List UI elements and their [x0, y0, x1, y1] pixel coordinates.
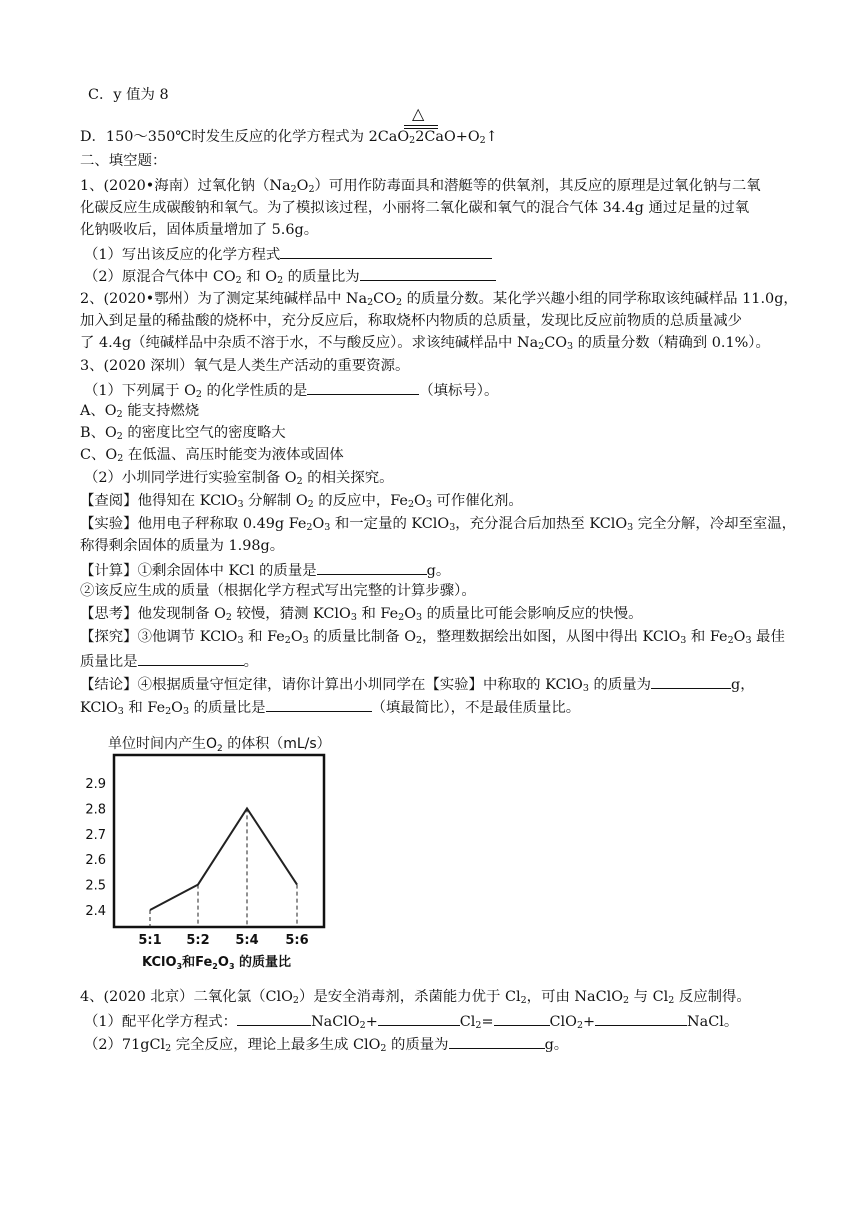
answer-blank[interactable]	[317, 559, 427, 575]
text: （2）原混合气体中 CO	[84, 269, 236, 285]
text: 【计算】①剩余固体中 KCl 的质量是	[80, 563, 317, 579]
subscript: 3	[324, 522, 331, 533]
text: 了 4.4g（纯碱样品中杂质不溶于水，不与酸反应）。求该纯碱样品中 Na	[80, 335, 539, 351]
subscript: 2	[359, 1020, 366, 1031]
text: C、O	[80, 447, 118, 463]
option-d-text-mid: 2CaO+O	[415, 129, 480, 145]
text: 反应制得。	[674, 989, 751, 1005]
subscript: 2	[165, 706, 172, 717]
q3-part2	[84, 468, 394, 488]
text: 1、(2020•海南）过氧化钠（Na	[80, 178, 291, 194]
subscript: 2	[116, 409, 123, 420]
subscript: 2	[668, 995, 675, 1006]
answer-blank[interactable]	[378, 1010, 460, 1026]
subscript: 2	[117, 453, 124, 464]
q3-consult	[80, 491, 523, 511]
text: 的质量为	[386, 1037, 449, 1053]
plot-frame	[114, 755, 324, 927]
text: CO	[373, 291, 396, 307]
text: 的反应中，Fe	[313, 493, 408, 509]
text: 分解制 O	[243, 493, 308, 509]
q3-part1	[84, 379, 498, 401]
o2-rate-chart	[78, 730, 348, 975]
q2-line1	[80, 289, 798, 309]
text: 。	[243, 654, 258, 670]
q1-line1	[80, 176, 761, 196]
q3-conclusion	[80, 673, 755, 695]
text: O	[312, 516, 325, 532]
y-tick-label: 2.8	[85, 802, 106, 818]
q1-part1	[84, 243, 492, 265]
subscript: 2	[116, 431, 123, 442]
text: 可作催化剂。	[431, 493, 523, 509]
text: O	[414, 493, 426, 509]
subscript: 2	[479, 135, 486, 146]
text: （填最简比），不是最佳质量比。	[371, 700, 581, 716]
subscript: 2	[395, 297, 403, 308]
text: 【思考】他发现制备 O	[80, 606, 226, 622]
text: 的质量比为	[283, 269, 360, 285]
q3-think	[80, 604, 642, 624]
subscript: 2	[409, 135, 416, 146]
answer-blank[interactable]	[595, 1010, 687, 1026]
subscript: 2	[520, 995, 527, 1006]
answer-blank[interactable]	[449, 1033, 545, 1049]
text: g。	[544, 1037, 569, 1053]
subscript: 3	[680, 635, 687, 646]
y-tick-label: 2.5	[85, 878, 106, 894]
text: 和 Fe	[243, 629, 285, 645]
x-tick-label: 5:1	[138, 933, 162, 948]
subscript: 2	[165, 1043, 172, 1054]
subscript: 3	[745, 635, 752, 646]
y-tick-labels	[85, 777, 106, 919]
x-tick-label: 5:4	[235, 933, 259, 948]
text: 较慢，猜测 KClO	[231, 606, 351, 622]
text: 的相关探究。	[302, 470, 394, 486]
answer-blank[interactable]	[266, 696, 372, 712]
text: 最佳	[751, 629, 785, 645]
option-c: C．y 值为 8	[88, 87, 169, 103]
subscript: 2	[623, 995, 630, 1006]
answer-blank[interactable]	[494, 1010, 550, 1026]
text: 和 Fe	[686, 629, 728, 645]
q3-option-b	[80, 423, 286, 443]
text: 的质量分数。某化学兴趣小组的同学称取该纯碱样品 11.0g，	[402, 291, 798, 307]
text: =	[481, 1014, 494, 1030]
text: 和 O	[241, 269, 278, 285]
answer-blank[interactable]	[360, 265, 496, 281]
answer-blank[interactable]	[237, 1010, 311, 1026]
subscript: 3	[567, 341, 574, 352]
subscript: 2	[416, 635, 423, 646]
heat-symbol: △	[412, 104, 425, 123]
section-title-fill-blank: 二、填空题：	[80, 153, 167, 169]
subscript: 3	[582, 683, 589, 694]
text: ，可由 NaClO	[526, 989, 624, 1005]
text: NaClO	[311, 1014, 360, 1030]
q4-part1	[84, 1010, 738, 1032]
drop-lines	[150, 808, 297, 927]
q2-line3	[80, 333, 770, 353]
subscript: 2	[576, 1020, 583, 1031]
text: B、O	[80, 425, 117, 441]
text: CO	[544, 335, 568, 351]
text: 在低温、高压时能变为液体或固体	[123, 447, 344, 463]
text: 能支持燃烧	[122, 403, 200, 419]
text: 和 Fe	[123, 700, 166, 716]
subscript: 2	[308, 184, 315, 195]
text: 【查阅】他得知在 KClO	[80, 493, 238, 509]
text: O	[733, 629, 746, 645]
text: O	[171, 700, 183, 716]
subscript: 2	[306, 522, 313, 533]
text: 【探究】③他调节 KClO	[80, 629, 238, 645]
q3-conclusion-cont	[80, 696, 580, 718]
subscript: 2	[367, 297, 374, 308]
y-tick-label: 2.7	[85, 827, 106, 843]
text: 的密度比空气的密度略大	[122, 425, 286, 441]
q4-part2	[84, 1033, 568, 1055]
q3-option-a	[80, 401, 199, 421]
q3-calc2: ②该反应生成的质量（根据化学方程式写出完整的计算步骤）。	[80, 583, 476, 599]
text: g，	[731, 677, 755, 693]
text: 的质量为	[588, 677, 652, 693]
subscript: 2	[235, 275, 242, 286]
text: ，整理数据绘出如图，从图中得出 KClO	[422, 629, 681, 645]
q4-line1	[80, 987, 751, 1007]
text: 2、(2020•鄂州）为了测定某纯碱样品中 Na	[80, 291, 368, 307]
subscript: 2	[277, 275, 284, 286]
subscript: 2	[296, 476, 303, 487]
subscript: 3	[425, 499, 432, 510]
subscript: 3	[350, 612, 357, 623]
text: 的质量比可能会影响反应的快慢。	[422, 606, 643, 622]
q1-part2	[84, 265, 496, 287]
q3-experiment-cont: 称得剩余固体的质量为 1.98g。	[80, 538, 285, 554]
text: 和 Fe	[356, 606, 399, 622]
q1-line3: 化钠吸收后，固体质量增加了 5.6g。	[80, 222, 319, 238]
answer-blank[interactable]	[651, 673, 731, 689]
text: 完全分解，冷却至室温，	[633, 516, 797, 532]
option-d-text: D．150～350℃时发生反应的化学方程式为 2CaO	[80, 129, 410, 145]
subscript: 2	[284, 635, 291, 646]
subscript: 3	[302, 635, 309, 646]
text: 的质量比制备 O	[308, 629, 416, 645]
subscript: 2	[538, 341, 545, 352]
text: （2）71gCl	[84, 1037, 166, 1053]
text: （填标号）。	[419, 383, 499, 399]
text: O	[404, 606, 416, 622]
text: （2）小圳同学进行实验室制备 O	[84, 470, 297, 486]
text: Cl	[459, 1014, 476, 1030]
x-tick-label: 5:6	[285, 933, 309, 948]
text: （1）写出该反应的化学方程式	[84, 247, 281, 263]
text: NaCl。	[687, 1014, 739, 1030]
chart-title: 单位时间内产生$O_2$ 的体积（mL/s）	[108, 736, 331, 754]
q3-explore	[80, 627, 785, 647]
subscript: 3	[237, 635, 244, 646]
x-tick-label: 5:2	[186, 933, 210, 948]
text: O	[296, 178, 309, 194]
text: KClO	[80, 700, 118, 716]
subscript: 3	[416, 612, 423, 623]
answer-blank[interactable]	[138, 650, 244, 666]
text: 完全反应，理论上最多生成 ClO	[171, 1037, 381, 1053]
text: O	[290, 629, 303, 645]
text: ClO	[549, 1014, 577, 1030]
subscript: 2	[307, 499, 314, 510]
q3-line1: 3、(2020 深圳）氧气是人类生产活动的重要资源。	[80, 358, 410, 374]
subscript: 2	[475, 1020, 482, 1031]
y-tick-label: 2.6	[85, 853, 106, 869]
text: ）是安全消毒剂，杀菌能力优于 Cl	[298, 989, 521, 1005]
q3-experiment	[80, 514, 796, 534]
text: 【结论】④根据质量守恒定律，请你计算出小圳同学在【实验】中称取的 KClO	[80, 677, 583, 693]
subscript: 2	[290, 184, 297, 195]
y-tick-label: 2.4	[85, 904, 106, 919]
text: ）可用作防毒面具和潜艇等的供氧剂，其反应的原理是过氧化钠与二氧	[314, 178, 761, 194]
text: 【实验】他用电子秤称取 0.49g Fe	[80, 516, 307, 532]
text: 质量比是	[80, 654, 138, 670]
subscript: 2	[407, 499, 414, 510]
answer-blank[interactable]	[280, 243, 492, 259]
subscript: 2	[225, 612, 232, 623]
q3-explore-cont	[80, 650, 258, 672]
q3-calc	[80, 559, 450, 581]
subscript: 3	[237, 499, 244, 510]
subscript: 2	[398, 612, 405, 623]
text: 的化学性质的是	[201, 383, 308, 399]
x-tick-labels	[138, 933, 308, 948]
text: 的质量分数（精确到 0.1%）。	[573, 335, 770, 351]
text: +	[365, 1014, 378, 1030]
text: ，充分混合后加热至 KClO	[455, 516, 628, 532]
subscript: 3	[117, 706, 124, 717]
option-d-arrow: ↑	[485, 129, 498, 145]
q2-line2: 加入到足量的稀盐酸的烧杯中，充分反应后，称取烧杯内物质的总质量，发现比反应前物质的总质量减少	[80, 313, 742, 329]
text: 的质量比是	[189, 700, 266, 716]
reaction-condition-arrow	[404, 104, 438, 132]
text: （1）下列属于 O	[84, 383, 196, 399]
text: 4、(2020 北京）二氧化氯（ClO	[80, 989, 293, 1005]
subscript: 2	[380, 1043, 387, 1054]
y-tick-label: 2.9	[85, 777, 106, 792]
text: （1）配平化学方程式：	[84, 1014, 238, 1030]
q1-line2: 化碳反应生成碳酸钠和氧气。为了模拟该过程，小丽将二氧化碳和氧气的混合气体 34.4g 通过足量的过氧	[80, 200, 750, 216]
subscript: 3	[627, 522, 634, 533]
text: g。	[426, 563, 451, 579]
text: A、O	[80, 403, 117, 419]
series-line	[150, 808, 297, 910]
text: 和一定量的 KClO	[330, 516, 450, 532]
subscript: 2	[195, 389, 202, 400]
subscript: 2	[727, 635, 734, 646]
subscript: 2	[292, 995, 299, 1006]
text: 与 Cl	[629, 989, 669, 1005]
x-axis-label: KClO$_3$和$Fe_2O_3$ 的质量比	[142, 955, 292, 971]
text: +	[582, 1014, 596, 1030]
subscript: 3	[449, 522, 456, 533]
subscript: 3	[182, 706, 189, 717]
answer-blank[interactable]	[307, 379, 419, 395]
q3-option-c	[80, 445, 344, 465]
